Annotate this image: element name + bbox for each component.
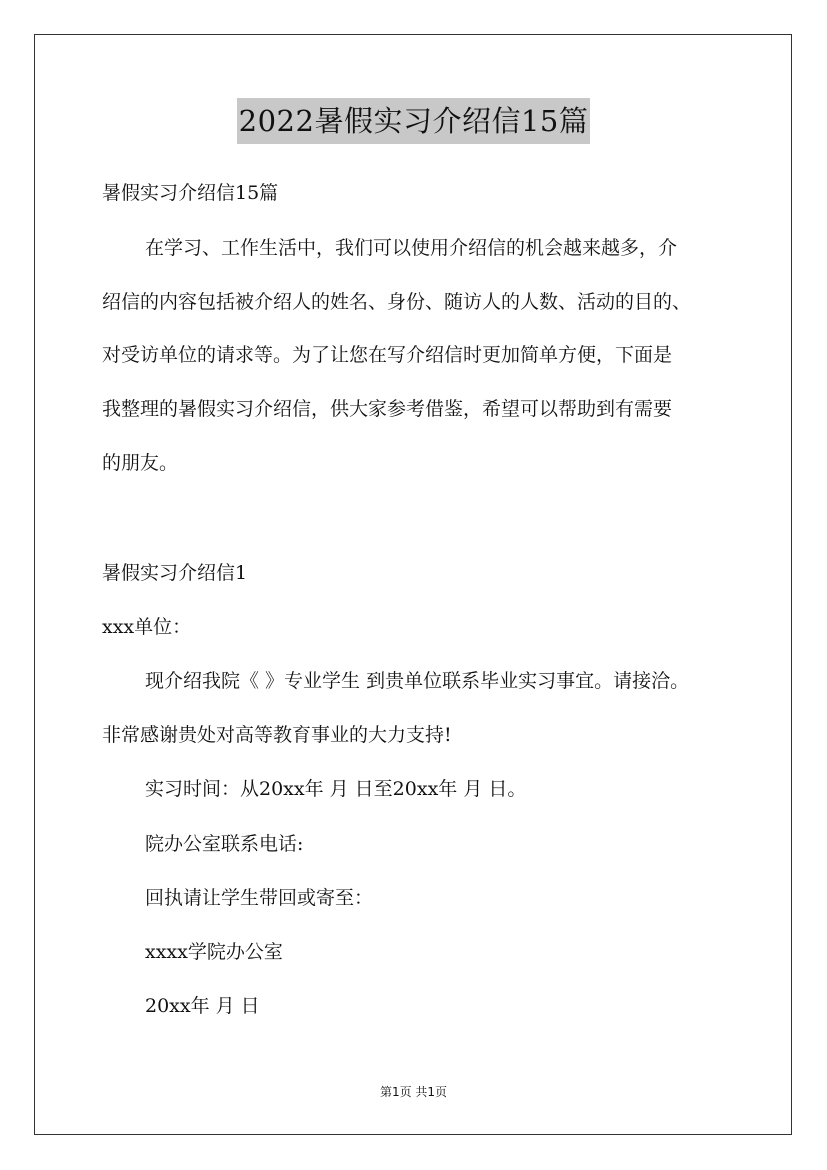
- intro-line-4: 我整理的暑假实习介绍信，供大家参考借鉴，希望可以帮助到有需要: [102, 398, 673, 420]
- intro-line-5: 的朋友。: [102, 452, 179, 474]
- title-container: [0, 98, 827, 144]
- letter-salutation: xxx单位：: [102, 616, 192, 638]
- intro-line-2: 绍信的内容包括被介绍人的姓名、身份、随访人的人数、活动的目的、: [102, 291, 692, 313]
- letter-body-line-1: 现介绍我院《 》专业学生 到贵单位联系毕业实习事宜。请接洽。: [145, 670, 690, 692]
- letter-heading: 暑假实习介绍信1: [102, 562, 248, 584]
- letter-body-line-2: 非常感谢贵处对高等教育事业的大力支持!: [102, 724, 452, 746]
- letter-date: 20xx年 月 日: [145, 995, 260, 1017]
- intro-line-3: 对受访单位的请求等。为了让您在写介绍信时更加简单方便，下面是: [102, 344, 673, 366]
- document-title: 2022暑假实习介绍信15篇: [237, 98, 591, 144]
- office-phone: 院办公室联系电话:: [145, 833, 304, 855]
- return-note: 回执请让学生带回或寄至：: [145, 887, 374, 909]
- intro-line-1: 在学习、工作生活中，我们可以使用介绍信的机会越来越多，介: [145, 237, 678, 259]
- office-name: xxxx学院办公室: [145, 941, 283, 963]
- page-footer: 第1页 共1页: [379, 1085, 448, 1099]
- subtitle: 暑假实习介绍信15篇: [102, 182, 279, 204]
- internship-time: 实习时间：从20xx年 月 日至20xx年 月 日。: [145, 778, 527, 800]
